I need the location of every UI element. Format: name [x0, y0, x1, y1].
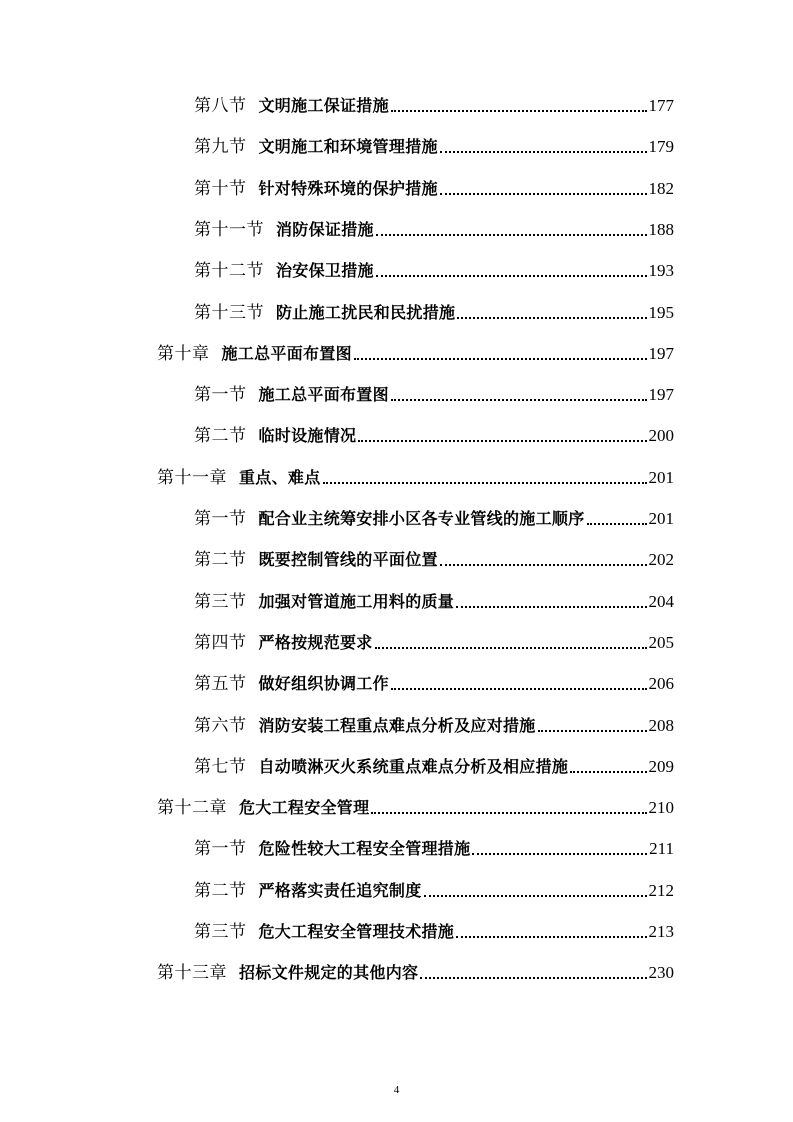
- toc-entry-number: 第十三节: [194, 302, 264, 323]
- toc-entry-number: 第九节: [194, 137, 247, 158]
- toc-entry-title: 临时设施情况: [258, 426, 357, 446]
- toc-entry-title: 做好组织协调工作: [258, 674, 389, 694]
- toc-dot-leader: [456, 606, 646, 608]
- toc-entry-title: 防止施工扰民和民扰措施: [276, 302, 456, 322]
- toc-entry-page: 204: [648, 591, 674, 611]
- toc-chapter-entry[interactable]: [157, 790, 674, 818]
- toc-dot-leader: [538, 730, 647, 732]
- toc-entry-page: 195: [648, 302, 674, 322]
- toc-dot-leader: [391, 688, 647, 690]
- toc-entry-page: 177: [648, 96, 674, 115]
- toc-section-entry[interactable]: [194, 666, 674, 694]
- toc-entry-page: 193: [648, 261, 674, 281]
- toc-entry-page: 210: [648, 798, 674, 818]
- toc-entry-page: 213: [648, 922, 674, 941]
- toc-entry-page: 202: [648, 550, 674, 570]
- toc-entry-title: 施工总平面布置图: [258, 385, 389, 405]
- toc-dot-leader: [376, 234, 647, 236]
- toc-dot-leader: [457, 317, 646, 319]
- toc-section-entry[interactable]: [194, 129, 674, 157]
- toc-dot-leader: [375, 647, 647, 649]
- toc-dot-leader: [472, 853, 647, 855]
- toc-entry-title: 危大工程安全管理: [239, 798, 370, 818]
- toc-entry-title: 危大工程安全管理技术措施: [258, 922, 455, 941]
- toc-entry-number: 第三节: [194, 591, 247, 612]
- toc-entry-page: 212: [648, 880, 674, 900]
- toc-entry-title: 加强对管道施工用料的质量: [258, 591, 455, 611]
- toc-entry-page: 230: [648, 963, 674, 983]
- toc-section-entry[interactable]: [194, 171, 674, 199]
- toc-entry-number: 第一节: [194, 839, 247, 860]
- toc-section-entry[interactable]: [194, 212, 674, 240]
- toc-entry-title: 文明施工保证措施: [258, 96, 389, 115]
- toc-entry-number: 第十二章: [157, 798, 227, 819]
- toc-entry-number: 第十节: [194, 178, 247, 199]
- toc-entry-number: 第八节: [194, 96, 247, 116]
- toc-dot-leader: [440, 564, 647, 566]
- toc-entry-number: 第十章: [157, 343, 210, 364]
- toc-section-entry[interactable]: [194, 708, 674, 736]
- toc-section-entry[interactable]: [194, 749, 674, 777]
- toc-dot-leader: [456, 936, 646, 938]
- toc-section-entry[interactable]: [194, 584, 674, 612]
- toc-dot-leader: [420, 977, 646, 979]
- toc-entry-page: 211: [649, 839, 674, 859]
- toc-entry-number: 第三节: [194, 922, 247, 942]
- toc-chapter-entry[interactable]: [157, 336, 674, 364]
- toc-entry-number: 第十一节: [194, 219, 264, 240]
- toc-dot-leader: [391, 399, 647, 401]
- toc-entry-title: 文明施工和环境管理措施: [258, 137, 438, 157]
- toc-dot-leader: [440, 193, 647, 195]
- toc-section-entry[interactable]: [194, 501, 674, 529]
- toc-section-entry[interactable]: [194, 377, 674, 405]
- toc-dot-leader: [570, 771, 646, 773]
- toc-entry-title: 自动喷淋灭火系统重点难点分析及相应措施: [258, 756, 569, 776]
- toc-entry-page: 205: [648, 632, 674, 652]
- toc-entry-title: 消防安装工程重点难点分析及应对措施: [258, 715, 536, 735]
- toc-entry-number: 第六节: [194, 715, 247, 736]
- toc-entry-number: 第十二节: [194, 261, 264, 282]
- toc-entry-page: 201: [648, 509, 674, 528]
- toc-dot-leader: [358, 440, 646, 442]
- toc-entry-page: 208: [648, 715, 674, 735]
- toc-section-entry[interactable]: [194, 253, 674, 281]
- toc-entry-title: 治安保卫措施: [276, 261, 374, 281]
- toc-entry-number: 第二节: [194, 550, 247, 571]
- toc-entry-number: 第二节: [194, 880, 247, 901]
- toc-section-entry[interactable]: [194, 542, 674, 570]
- toc-dot-leader: [587, 523, 647, 525]
- toc-dot-leader: [440, 151, 647, 153]
- toc-section-entry[interactable]: [194, 88, 674, 116]
- toc-entry-number: 第十三章: [157, 963, 227, 984]
- toc-dot-leader: [391, 110, 647, 112]
- toc-entry-title: 严格落实责任追究制度: [258, 880, 422, 900]
- toc-entry-title: 消防保证措施: [276, 219, 374, 239]
- toc-chapter-entry[interactable]: [157, 955, 674, 983]
- toc-section-entry[interactable]: [194, 831, 674, 859]
- toc-dot-leader: [323, 482, 647, 484]
- toc-section-entry[interactable]: [194, 295, 674, 323]
- toc-entry-page: 206: [648, 674, 674, 694]
- toc-entry-page: 197: [648, 385, 674, 405]
- toc-section-entry[interactable]: [194, 625, 674, 653]
- toc-entry-title: 针对特殊环境的保护措施: [258, 178, 438, 198]
- toc-entry-page: 197: [648, 343, 674, 363]
- toc-section-entry[interactable]: [194, 873, 674, 901]
- toc-entry-title: 配合业主统筹安排小区各专业管线的施工顺序: [258, 509, 585, 528]
- toc-entry-title: 危险性较大工程安全管理措施: [258, 839, 471, 859]
- toc-entry-page: 209: [648, 756, 674, 776]
- toc-entry-title: 施工总平面布置图: [221, 343, 352, 363]
- toc-entry-number: 第四节: [194, 632, 247, 653]
- toc-entry-page: 179: [648, 137, 674, 157]
- toc-entry-number: 第五节: [194, 674, 247, 695]
- toc-entry-number: 第二节: [194, 426, 247, 447]
- toc-entry-page: 182: [648, 178, 674, 198]
- toc-entry-page: 201: [648, 467, 674, 487]
- toc-entry-title: 重点、难点: [239, 467, 321, 487]
- toc-dot-leader: [376, 275, 647, 277]
- page-number: 4: [393, 1084, 400, 1096]
- toc-entry-title: 招标文件规定的其他内容: [239, 963, 419, 983]
- toc-section-entry[interactable]: [194, 914, 674, 942]
- toc-section-entry[interactable]: [194, 418, 674, 446]
- toc-dot-leader: [354, 358, 647, 360]
- toc-entry-title: 既要控制管线的平面位置: [258, 550, 438, 570]
- toc-entry-number: 第一节: [194, 509, 247, 529]
- toc-entry-number: 第一节: [194, 385, 247, 406]
- toc-entry-page: 200: [648, 426, 674, 446]
- toc-entry-title: 严格按规范要求: [258, 632, 373, 652]
- toc-dot-leader: [424, 895, 647, 897]
- toc-entry-page: 188: [648, 219, 674, 239]
- toc-dot-leader: [371, 812, 646, 814]
- toc-chapter-entry[interactable]: [157, 460, 674, 488]
- toc-entry-number: 第七节: [194, 756, 247, 777]
- toc-entry-number: 第十一章: [157, 467, 227, 488]
